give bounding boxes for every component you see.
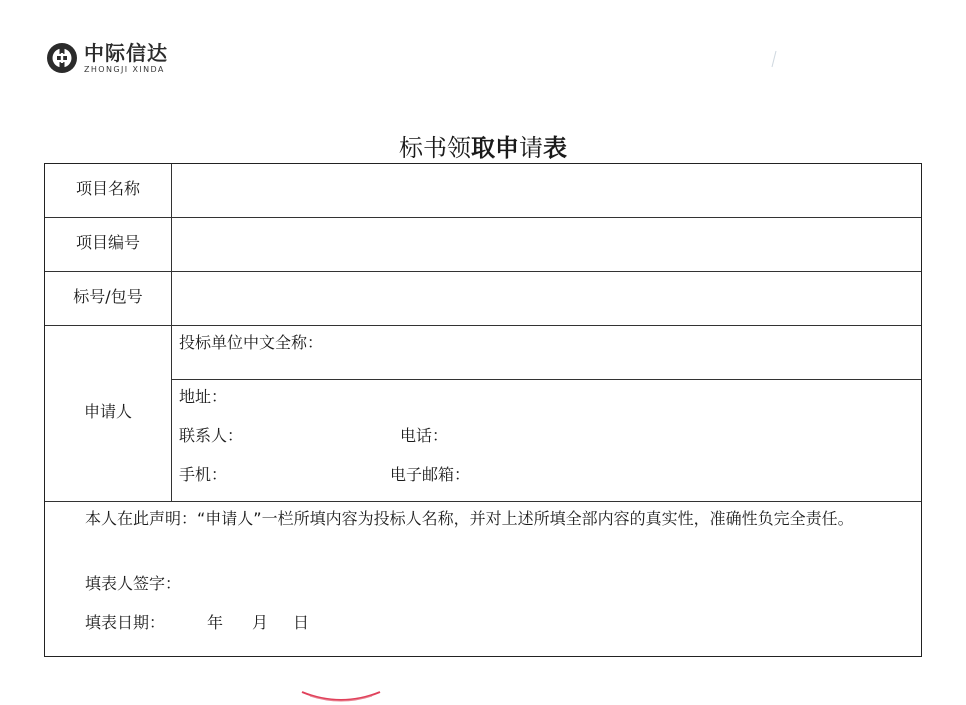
year-label: 年 — [207, 613, 224, 632]
row-divider — [171, 379, 921, 380]
title-part-1: 标书领 — [399, 134, 471, 162]
row-divider — [45, 217, 921, 218]
project-name-label: 项目名称 — [75, 179, 140, 198]
declaration-text: 本人在此声明：“申请人”一栏所填内容为投标人名称，并对上述所填全部内容的真实性，准确性负完全责任。 — [85, 509, 854, 528]
signature-label: 填表人签字： — [85, 574, 182, 593]
bidder-name-label: 投标单位中文全称： — [179, 333, 324, 352]
title-part-2: 取申 — [471, 134, 519, 162]
row-divider — [45, 325, 921, 326]
title-part-3: 请 — [519, 134, 543, 162]
email-label: 电子邮箱： — [390, 465, 471, 484]
date-label: 填表日期： — [85, 613, 166, 632]
logo-name-cn: 中际信达 — [84, 40, 168, 65]
month-label: 月 — [252, 613, 269, 632]
applicant-label: 申请人 — [83, 402, 132, 421]
column-divider — [171, 164, 172, 501]
company-logo — [46, 42, 168, 74]
page-title — [0, 128, 966, 163]
application-form-table — [44, 163, 922, 657]
zhongji-logo-icon — [46, 42, 78, 74]
row-divider — [45, 501, 921, 502]
project-number-label: 项目编号 — [75, 233, 140, 252]
day-label: 日 — [293, 613, 310, 632]
mobile-label: 手机： — [179, 465, 228, 484]
faint-mark — [770, 50, 778, 68]
contact-label: 联系人： — [179, 426, 244, 445]
address-label: 地址： — [179, 387, 228, 406]
red-stamp-partial — [300, 690, 382, 704]
bid-package-label: 标号/包号 — [73, 287, 143, 306]
logo-name-en: ZHONGJI XINDA — [84, 64, 165, 74]
row-divider — [45, 271, 921, 272]
phone-label: 电话： — [400, 426, 449, 445]
title-part-4: 表 — [543, 134, 567, 162]
